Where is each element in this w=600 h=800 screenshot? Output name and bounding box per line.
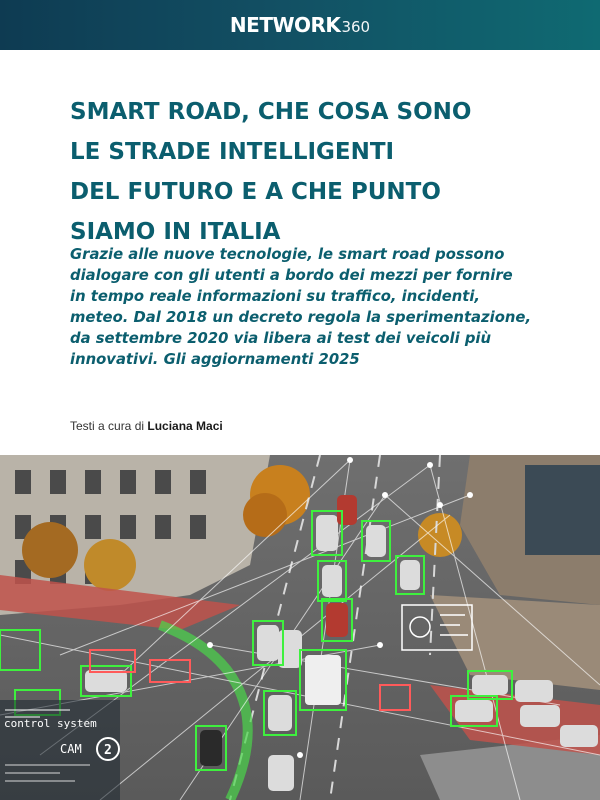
- hud-overlay: [0, 700, 120, 800]
- hud-cam-label: CAM: [60, 742, 82, 756]
- glass-tower: [525, 465, 600, 555]
- article-title: [70, 92, 570, 252]
- header-bar: [0, 0, 600, 50]
- network360-logo[interactable]: [230, 13, 370, 37]
- subtitle-line: meteo. Dal 2018 un decreto regola la sperimentazione,: [70, 309, 532, 326]
- title-line: DEL FUTURO E A CHE PUNTO: [70, 179, 441, 205]
- subtitle-line: da settembre 2020 via libera ai test dei veicoli più: [70, 330, 492, 347]
- subtitle-line: in tempo reale informazioni su traffico, incidenti,: [70, 288, 481, 305]
- title-line: SIAMO IN ITALIA: [70, 219, 281, 245]
- title-line: SMART ROAD, CHE COSA SONO: [70, 99, 472, 125]
- subtitle-line: Grazie alle nuove tecnologie, le smart road possono: [70, 246, 505, 263]
- title-line: LE STRADE INTELLIGENTI: [70, 139, 395, 165]
- author-credit: [70, 419, 223, 433]
- author-name: Luciana Maci: [147, 419, 223, 433]
- author-prefix: Testi a cura di: [70, 419, 148, 433]
- article-subtitle: [70, 244, 575, 370]
- subtitle-line: dialogare con gli utenti a bordo dei mezzi per fornire: [70, 267, 513, 284]
- hud-cam-number: 2: [104, 743, 112, 758]
- hud-control-system-label: control system: [4, 717, 97, 730]
- logo-number: 360: [341, 18, 371, 36]
- red-car: [326, 603, 348, 637]
- subtitle-line: innovativi. Gli aggiornamenti 2025: [70, 351, 360, 368]
- hero-image: [0, 455, 600, 800]
- logo-wordmark: NETWORK: [229, 13, 341, 37]
- smart-road-illustration: [0, 455, 600, 800]
